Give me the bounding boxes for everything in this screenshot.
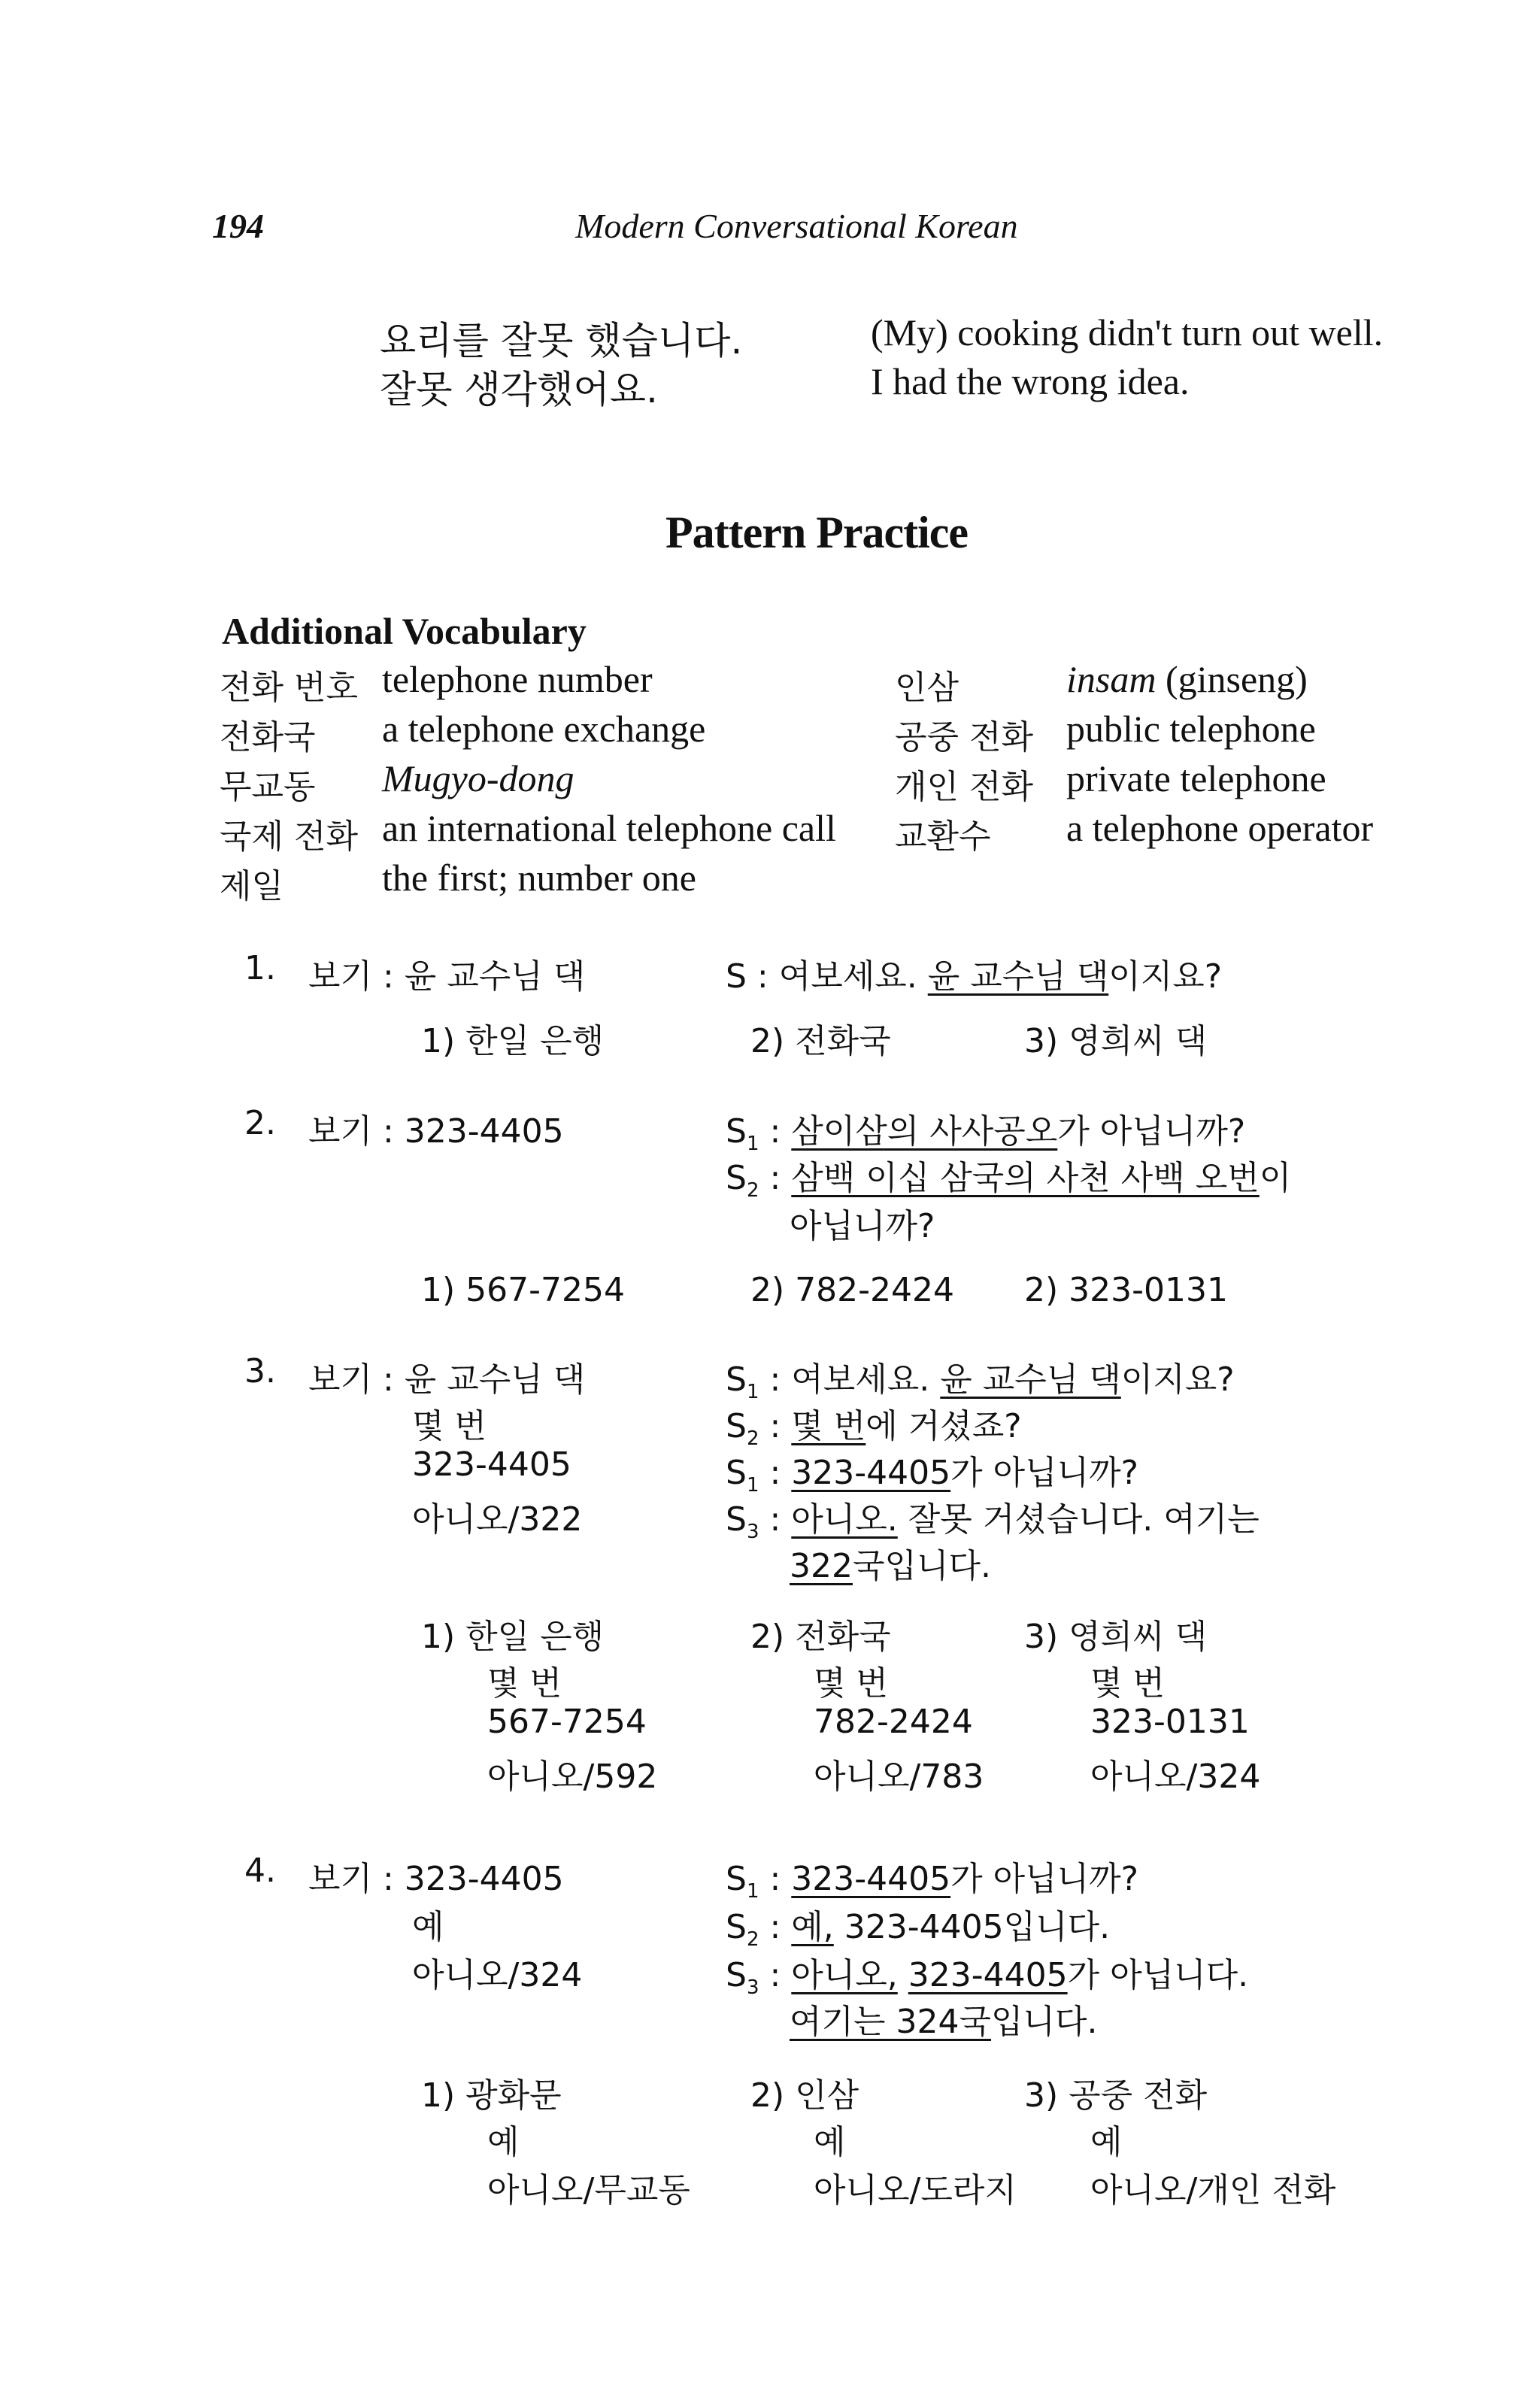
- ex3-item-1-line-1: 1) 한일 은행: [421, 1618, 605, 1656]
- ex1-number: 1.: [244, 949, 276, 987]
- ex2-item-2: 2) 782-2424: [750, 1271, 954, 1309]
- ex1-s-label: S: [726, 957, 747, 996]
- vocab-left-4-en: an international telephone call: [382, 807, 836, 849]
- ex4-s2: $S_2$ : 예, 323-4405입니다.: [726, 1908, 1111, 1951]
- ex4-item-1-line-3: 아니오/무교동: [487, 2171, 690, 2209]
- page-number: 194: [212, 207, 264, 245]
- vocab-left-3-ko: 무교동: [220, 768, 316, 806]
- vocab-left-1-ko: 전화 번호: [220, 669, 359, 707]
- ex4-item-3-line-3: 아니오/개인 전화: [1090, 2171, 1336, 2209]
- ex3-item-3-line-3: 323-0131: [1090, 1703, 1250, 1741]
- ex3-s2: $S_2$ : 몇 번에 거셨죠?: [726, 1407, 1022, 1450]
- ex4-s1: $S_1$ : 323-4405가 아닙니까?: [726, 1860, 1138, 1903]
- ex4-number: 4.: [244, 1852, 276, 1890]
- phrase-1-korean: 요리를 잘못 했습니다.: [380, 319, 743, 362]
- ex1-s-underlined: 윤 교수님 댁: [927, 957, 1109, 996]
- vocab-right-4-ko: 교환수: [895, 817, 991, 856]
- ex4-cue: 보기 : 323-4405: [308, 1860, 564, 1898]
- ex3-s2-post: 에 거셨죠?: [865, 1407, 1022, 1445]
- vocab-right-2-en: public telephone: [1066, 708, 1316, 750]
- section-title: Pattern Practice: [665, 508, 969, 557]
- ex3-cue-line-3: 아니오/322: [412, 1500, 583, 1539]
- ex4-s2-post: 323-4405입니다.: [844, 1908, 1111, 1946]
- ex3-item-1-line-3: 567-7254: [487, 1703, 647, 1741]
- ex3-number: 3.: [244, 1352, 276, 1391]
- ex4-item-1-line-1: 1) 광화문: [421, 2076, 562, 2115]
- ex4-s3-post: 가 아닙니다.: [1067, 1956, 1249, 1994]
- ex4-s3-underlined-1: 아니오,: [791, 1956, 898, 1994]
- vocab-left-2-en: a telephone exchange: [382, 708, 706, 750]
- ex1-item-1: 1) 한일 은행: [421, 1022, 605, 1060]
- ex2-s1: $S_1$ : 삼이삼의 사사공오가 아닙니까?: [726, 1112, 1246, 1155]
- ex4-s1-post: 가 아닙니까?: [950, 1860, 1138, 1898]
- ex4-s3-line2: [790, 1994, 1097, 2043]
- ex4-item-2-line-3: 아니오/도라지: [814, 2171, 1017, 2209]
- vocab-left-2-ko: 전화국: [220, 718, 316, 757]
- ex1-sentence: S : 여보세요. 윤 교수님 댁이지요?: [726, 957, 1223, 996]
- ex1-s-pre: 여보세요.: [778, 957, 917, 996]
- ex1-item-2: 2) 전화국: [750, 1022, 891, 1060]
- ex4-s2-underlined: 예,: [791, 1908, 834, 1946]
- ex3-cue: 보기 : 윤 교수님 댁: [308, 1360, 586, 1399]
- ex2-s2: $S_2$ : 삼백 이십 삼국의 사천 사백 오번이: [726, 1159, 1292, 1202]
- ex3-item-2-line-3: 782-2424: [814, 1703, 973, 1741]
- ex1-s-post: 이지요?: [1108, 957, 1223, 996]
- ex4-s3-underlined-2: 323-4405: [908, 1956, 1068, 1994]
- ex4-item-2-line-2: 예: [814, 2123, 846, 2161]
- ex4-cue-line-1: 예: [412, 1908, 444, 1946]
- vocab-right-1-en-gloss: (ginseng): [1156, 658, 1308, 700]
- ex3-s4-line2-post: 국입니다.: [852, 1547, 991, 1585]
- ex3-s4-line2: [790, 1539, 991, 1587]
- ex3-s4-line2-underlined: 322: [790, 1547, 853, 1585]
- ex4-s3-line2-post: 입니다.: [990, 2003, 1098, 2041]
- ex3-s4: $S_3$ : 아니오. 잘못 거셨습니다. 여기는: [726, 1500, 1260, 1543]
- ex2-cue: 보기 : 323-4405: [308, 1112, 564, 1151]
- ex3-item-3-line-4: 아니오/324: [1090, 1758, 1261, 1796]
- ex4-item-3-line-2: 예: [1090, 2123, 1123, 2161]
- ex3-s1: $S_1$ : 여보세요. 윤 교수님 댁이지요?: [726, 1360, 1235, 1403]
- ex3-s1-underlined: 윤 교수님 댁: [940, 1360, 1121, 1399]
- ex2-item-3: 2) 323-0131: [1024, 1271, 1228, 1309]
- ex1-item-3: 3) 영희씨 댁: [1024, 1022, 1208, 1060]
- ex3-item-1-line-2: 몇 번: [487, 1664, 562, 1703]
- ex4-cue-line-2: 아니오/324: [412, 1956, 583, 1994]
- ex4-s3: $S_3$ : 아니오, 323-4405가 아닙니다.: [726, 1956, 1249, 1999]
- ex2-s2-underlined: 삼백 이십 삼국의 사천 사백 오번: [791, 1159, 1260, 1197]
- ex4-s3-line2-underlined: 여기는 324국: [790, 2003, 991, 2041]
- vocab-heading: Additional Vocabulary: [222, 610, 587, 652]
- ex2-s1-underlined: 삼이삼의 사사공오: [791, 1112, 1058, 1151]
- running-title: Modern Conversational Korean: [575, 207, 1018, 245]
- ex3-s3: $S_1$ : 323-4405가 아닙니까?: [726, 1454, 1138, 1497]
- vocab-right-2-ko: 공중 전화: [895, 718, 1034, 757]
- ex4-item-3-line-1: 3) 공중 전화: [1024, 2076, 1208, 2115]
- ex3-item-2-line-2: 몇 번: [814, 1664, 888, 1703]
- vocab-right-1-en: [1066, 657, 1308, 701]
- vocab-right-3-ko: 개인 전화: [895, 768, 1034, 806]
- ex3-s1-post: 이지요?: [1120, 1360, 1235, 1399]
- vocab-right-1-ko: 인삼: [895, 669, 959, 707]
- phrase-2-korean: 잘못 생각했어요.: [380, 368, 658, 411]
- ex3-s3-post: 가 아닙니까?: [950, 1454, 1138, 1492]
- vocab-left-5-ko: 제일: [220, 867, 284, 905]
- ex4-item-1-line-2: 예: [487, 2123, 520, 2161]
- ex3-item-2-line-4: 아니오/783: [814, 1758, 984, 1796]
- ex3-item-2-line-1: 2) 전화국: [750, 1618, 891, 1656]
- ex3-s4-underlined: 아니오.: [791, 1500, 898, 1539]
- vocab-left-1-en: telephone number: [382, 658, 653, 700]
- vocab-left-3-en: Mugyo-dong: [382, 757, 574, 799]
- ex1-cue: 보기 : 윤 교수님 댁: [308, 957, 586, 996]
- ex2-item-1: 1) 567-7254: [421, 1271, 625, 1309]
- ex3-item-3-line-1: 3) 영희씨 댁: [1024, 1618, 1208, 1656]
- ex4-s1-underlined: 323-4405: [791, 1860, 951, 1898]
- ex4-item-2-line-1: 2) 인삼: [750, 2076, 859, 2115]
- vocab-right-4-en: a telephone operator: [1066, 807, 1374, 849]
- ex2-s1-post: 가 아닙니까?: [1057, 1112, 1246, 1151]
- ex3-s3-underlined: 323-4405: [791, 1454, 951, 1492]
- vocab-right-3-en: private telephone: [1066, 757, 1326, 799]
- ex3-cue-line-1: 몇 번: [412, 1407, 487, 1445]
- phrase-2-english: I had the wrong idea.: [871, 360, 1190, 402]
- vocab-left-4-ko: 국제 전화: [220, 817, 359, 856]
- ex3-item-3-line-2: 몇 번: [1090, 1664, 1165, 1703]
- ex2-number: 2.: [244, 1104, 276, 1142]
- vocab-left-5-en: the first; number one: [382, 857, 696, 899]
- ex3-s2-underlined: 몇 번: [791, 1407, 866, 1445]
- phrase-1-english: (My) cooking didn't turn out well.: [871, 311, 1384, 353]
- ex3-cue-line-2: 323-4405: [412, 1445, 571, 1484]
- ex2-s2-line2: 아닙니까?: [790, 1207, 935, 1245]
- ex3-s4-post: 잘못 거셨습니다. 여기는: [908, 1500, 1260, 1539]
- ex3-item-1-line-4: 아니오/592: [487, 1758, 658, 1796]
- ex3-s1-pre: 여보세요.: [791, 1360, 930, 1399]
- ex2-s2-post: 이: [1259, 1159, 1292, 1197]
- vocab-right-1-en-italic: insam: [1066, 658, 1157, 700]
